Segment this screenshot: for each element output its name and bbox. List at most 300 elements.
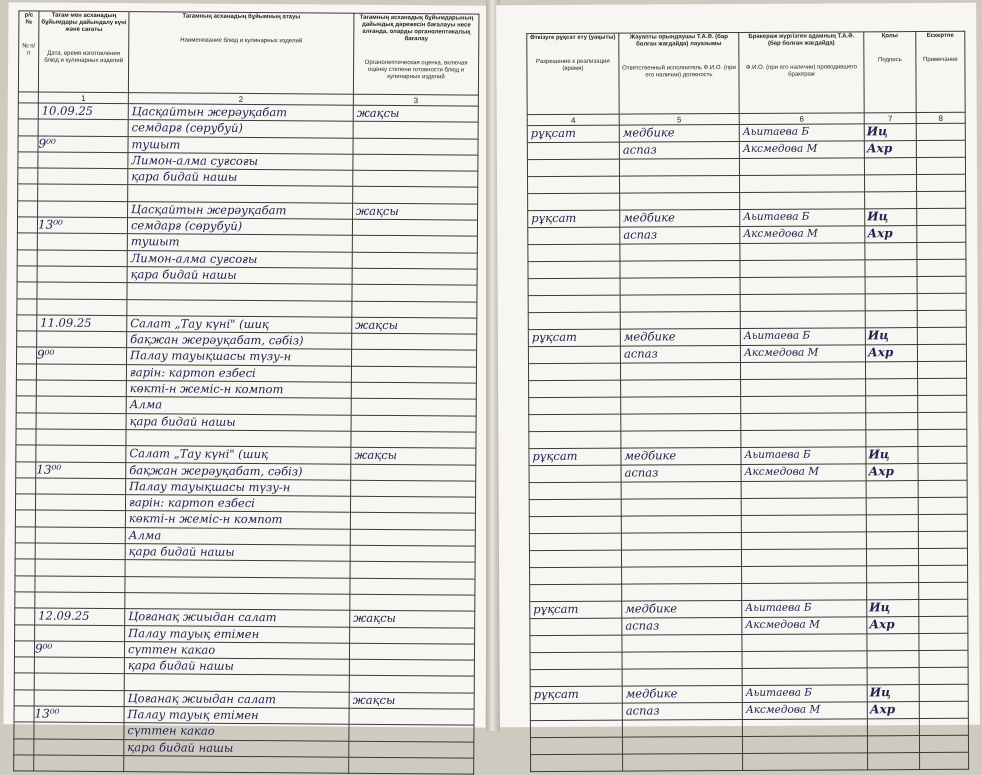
note-cell — [917, 276, 966, 293]
date-time-cell — [34, 706, 124, 723]
inspector-cell-text — [742, 532, 866, 533]
executor-cell — [622, 617, 742, 635]
grade-cell — [350, 513, 475, 530]
date-time-cell — [38, 119, 128, 136]
date-time-cell — [37, 299, 127, 316]
grade-cell — [349, 659, 474, 676]
inspector-cell-text — [743, 719, 867, 720]
signature-cell — [866, 447, 918, 464]
executor-cell — [620, 226, 740, 244]
executor-cell — [620, 277, 740, 295]
dish-name-cell-text: Цоғанақ жиыдан салат — [125, 691, 349, 708]
date-time-cell-text — [38, 234, 127, 235]
grade-cell — [349, 643, 474, 660]
row-number-cell — [14, 706, 34, 722]
inspector-cell — [741, 379, 866, 397]
signature-cell — [867, 668, 919, 685]
inspector-cell — [739, 141, 864, 159]
inspector-cell — [739, 158, 864, 176]
permit-cell-text: рұқсат — [528, 126, 619, 141]
dish-name-cell-text: Палау тауықшасы түзу-н — [127, 349, 351, 366]
permit-cell — [528, 176, 620, 193]
dish-name-cell — [127, 299, 352, 317]
row-number-cell — [16, 364, 36, 380]
grade-cell-text — [351, 481, 475, 482]
grade-cell — [350, 545, 475, 562]
grade-cell-text — [352, 350, 476, 351]
grade-cell-text: жақсы — [354, 106, 478, 122]
executor-cell-text: аспаз — [621, 346, 740, 362]
signature-cell — [865, 345, 917, 362]
note-cell — [919, 599, 968, 616]
dish-name-cell-text: қара бидай нашы — [125, 658, 349, 675]
date-time-cell — [35, 494, 125, 511]
grade-cell — [350, 627, 475, 644]
inspector-cell — [741, 396, 866, 414]
grade-cell-text: жақсы — [353, 204, 477, 220]
signature-cell-text: Иц — [866, 328, 917, 343]
dish-name-cell-text: қара бидай нашы — [124, 740, 348, 757]
dish-name-cell — [124, 674, 349, 692]
permit-cell — [528, 346, 620, 363]
date-time-cell — [34, 657, 124, 674]
signature-cell — [865, 277, 917, 294]
executor-cell-text — [621, 278, 740, 279]
executor-cell — [621, 464, 741, 482]
executor-cell — [622, 566, 742, 584]
permit-cell — [529, 431, 621, 448]
inspector-cell-text — [740, 175, 864, 176]
grade-cell — [353, 187, 478, 204]
dish-name-cell — [125, 625, 350, 643]
grade-cell-text — [350, 709, 474, 710]
row-number-cell — [17, 266, 37, 282]
signature-cell — [865, 311, 917, 328]
executor-cell — [622, 634, 742, 652]
executor-cell — [621, 532, 741, 550]
permit-cell — [528, 261, 620, 278]
executor-cell — [622, 685, 742, 703]
executor-cell-text — [622, 550, 741, 551]
permit-cell — [530, 652, 622, 669]
dish-name-cell — [126, 413, 351, 431]
grade-cell-text — [353, 155, 477, 156]
inspector-cell — [741, 481, 866, 499]
grade-cell-text — [350, 644, 474, 645]
date-time-cell-text — [37, 397, 126, 398]
permit-cell-text: рұқсат — [529, 330, 620, 345]
note-cell — [917, 225, 966, 242]
dish-name-cell — [126, 381, 351, 399]
executor-cell — [621, 515, 741, 533]
executor-cell — [622, 651, 742, 669]
dish-name-cell — [124, 658, 349, 676]
executor-cell — [619, 158, 739, 176]
date-time-cell — [35, 576, 125, 593]
left-header-row — [18, 11, 479, 95]
note-cell — [917, 310, 966, 327]
executor-cell — [620, 345, 740, 363]
date-time-cell-text — [35, 674, 124, 675]
row-number-cell — [15, 624, 35, 640]
date-time-cell — [36, 413, 126, 430]
inspector-cell — [742, 719, 867, 737]
date-time-cell — [35, 592, 125, 609]
note-cell — [918, 395, 967, 412]
executor-cell-text — [622, 584, 741, 585]
permit-cell — [529, 397, 621, 414]
executor-cell-text — [620, 176, 739, 177]
permit-cell — [529, 414, 621, 431]
date-time-cell-text: 13⁰⁰ — [35, 707, 124, 723]
dish-name-cell — [125, 495, 350, 513]
executor-cell-text: аспаз — [622, 465, 741, 481]
column-number — [18, 92, 38, 103]
executor-cell-text: медбике — [623, 686, 742, 702]
grade-cell — [353, 105, 478, 122]
header-permit: Өткізуге рұқсат ету (уақыты) Разрешение к реализации (время) — [527, 33, 619, 114]
executor-cell-text — [622, 516, 741, 517]
dish-name-cell — [124, 641, 349, 659]
dish-name-cell-text: бақжан жерәуқабат, сәбіз) — [126, 463, 350, 480]
executor-cell — [622, 668, 742, 686]
row-number-cell — [17, 282, 37, 298]
grade-cell-text — [353, 252, 477, 253]
date-time-cell-text: 9⁰⁰ — [35, 641, 124, 657]
signature-cell — [865, 243, 917, 260]
dish-name-cell-text: Палау тауықшасы түзу-н — [126, 479, 350, 496]
grade-cell-text — [352, 415, 476, 416]
note-cell — [919, 684, 968, 701]
date-time-cell-text: 9⁰⁰ — [38, 136, 127, 152]
date-time-cell — [34, 755, 124, 772]
dish-name-cell-text: Цоғанақ жиыдан салат — [125, 609, 349, 626]
signature-cell — [865, 209, 917, 226]
executor-cell — [620, 362, 740, 380]
grade-cell — [349, 708, 474, 725]
header-inspector: Бракераж жүргізген адамның Т.А.Ә. (бар болған жағдайда) Ф.И.О. (при его наличии) проводившего бракераж — [739, 32, 864, 114]
date-time-cell — [37, 250, 127, 267]
executor-cell-text — [621, 397, 740, 398]
row-number-cell — [14, 673, 34, 689]
permit-cell — [530, 669, 622, 686]
permit-cell — [530, 601, 622, 618]
date-time-cell — [35, 527, 125, 544]
header-row-number: р/с № № п/п — [18, 11, 39, 92]
date-time-cell-text — [38, 169, 127, 170]
permit-cell — [529, 516, 621, 533]
date-time-cell-text: 9⁰⁰ — [37, 348, 126, 364]
date-time-cell — [36, 364, 126, 381]
header-dish-name: Тағамның асханадың бұйымның атауы Наименование блюд и кулинарных изделий — [128, 12, 354, 95]
executor-cell-text — [623, 737, 742, 738]
executor-cell-text: медбике — [620, 210, 739, 226]
signature-cell — [865, 192, 917, 209]
grade-cell-text — [351, 562, 475, 563]
executor-cell — [620, 175, 740, 193]
date-time-cell-text — [36, 527, 125, 528]
executor-cell — [620, 328, 740, 346]
signature-cell — [864, 158, 916, 175]
executor-cell — [622, 719, 742, 737]
executor-cell-text — [621, 312, 740, 313]
dish-name-cell-text: ғарін: картоп езбесі — [127, 365, 351, 382]
date-time-cell-text — [37, 381, 126, 382]
permit-cell — [529, 533, 621, 550]
grade-cell — [352, 236, 477, 253]
permit-cell — [529, 380, 621, 397]
inspector-cell-text: Аксмедова М — [742, 617, 866, 633]
signature-cell — [866, 464, 918, 481]
dish-name-cell — [126, 430, 351, 448]
permit-cell-text: рұқсат — [529, 449, 620, 464]
grade-cell — [353, 122, 478, 139]
grade-cell-text — [350, 595, 474, 596]
dish-name-cell — [125, 560, 350, 578]
date-time-cell — [38, 185, 128, 202]
date-time-cell — [36, 429, 126, 446]
inspector-cell — [739, 124, 864, 142]
note-cell — [918, 548, 967, 565]
dish-name-cell-text: қара бидай нашы — [128, 169, 352, 186]
permit-cell — [529, 499, 621, 516]
grade-cell — [352, 333, 477, 350]
dish-name-cell-text: Цасқайтын жерәуқабат — [128, 202, 352, 219]
grade-cell-text — [353, 187, 477, 188]
inspector-cell — [742, 566, 867, 584]
permit-cell — [527, 142, 619, 159]
executor-cell — [620, 294, 740, 312]
table-row — [531, 752, 969, 771]
note-cell — [917, 242, 966, 259]
date-time-cell-text — [36, 495, 125, 496]
row-number-cell — [17, 250, 37, 266]
executor-cell-text — [623, 669, 742, 670]
grade-cell — [353, 203, 478, 220]
date-time-cell-text — [38, 250, 127, 251]
executor-cell-text: медбике — [622, 601, 741, 617]
inspector-cell — [741, 464, 866, 482]
dish-name-cell-text — [125, 593, 349, 595]
inspector-cell — [740, 192, 865, 210]
dish-name-cell — [127, 218, 352, 236]
inspector-cell-text — [742, 515, 866, 516]
date-time-cell — [35, 559, 125, 576]
grade-cell-text: жақсы — [350, 611, 474, 627]
inspector-cell — [740, 226, 865, 244]
inspector-cell — [742, 600, 867, 618]
dish-name-cell — [127, 316, 352, 334]
inspector-cell — [741, 498, 866, 516]
grade-cell — [352, 219, 477, 236]
dish-name-cell-text: ғарін: картоп езбесі — [126, 495, 350, 512]
dish-name-cell — [128, 185, 353, 203]
date-time-cell — [37, 233, 127, 250]
date-time-cell — [38, 103, 128, 120]
dish-name-cell — [126, 364, 351, 382]
inspector-cell — [742, 668, 867, 686]
permit-cell — [528, 312, 620, 329]
inspector-cell-text — [741, 430, 865, 431]
executor-cell-text — [620, 159, 739, 160]
grade-cell — [350, 529, 475, 546]
permit-cell — [528, 193, 620, 210]
grade-cell-text — [353, 285, 477, 286]
executor-cell-text: аспаз — [622, 618, 741, 634]
signature-cell — [866, 413, 918, 430]
dish-name-cell — [124, 707, 349, 725]
inspector-cell-text: Аьитаева Б — [741, 447, 865, 463]
row-number-cell — [18, 184, 38, 200]
inspector-cell — [740, 328, 865, 346]
date-time-cell-text — [38, 283, 127, 284]
signature-cell-text: Ахр — [868, 702, 919, 717]
date-time-cell — [35, 608, 125, 625]
header-note: Ескертпе Примечание — [916, 31, 965, 112]
permit-cell — [528, 278, 620, 295]
grade-cell-text: жақсы — [350, 692, 474, 708]
signature-cell — [866, 549, 918, 566]
permit-cell — [529, 550, 621, 567]
inspector-cell — [741, 430, 866, 448]
row-number-cell — [16, 461, 36, 477]
grade-cell — [351, 464, 476, 481]
inspector-cell-text — [743, 651, 867, 652]
signature-cell — [865, 294, 917, 311]
date-time-cell — [37, 347, 127, 364]
inspector-cell-text: Аксмедова М — [742, 464, 866, 480]
date-time-cell — [37, 282, 127, 299]
dish-name-cell — [126, 446, 351, 464]
date-time-cell — [37, 217, 127, 234]
inspector-cell — [740, 175, 865, 193]
row-number-cell — [18, 201, 38, 217]
dish-name-cell — [125, 527, 350, 545]
date-time-cell-text — [34, 755, 123, 756]
header-date-time: Тағам мен асханадың бұйымдары дайындалу күні және сағаты Дата, время изготовления блюд и кулинарных изделий — [38, 11, 129, 93]
row-number-cell — [14, 641, 34, 657]
date-time-cell-text — [36, 446, 125, 447]
inspector-cell — [741, 549, 866, 567]
date-time-cell — [35, 625, 125, 642]
row-number-cell — [16, 396, 36, 412]
signature-cell — [866, 498, 918, 515]
dish-name-cell-text: Лимон-алма суғсоғы — [128, 251, 352, 268]
inspector-cell — [741, 413, 866, 431]
date-time-cell-text — [37, 299, 126, 300]
signature-cell — [867, 566, 919, 583]
inspector-cell — [740, 311, 865, 329]
grade-cell-text — [351, 513, 475, 514]
dish-name-cell — [127, 267, 352, 285]
executor-cell — [621, 413, 741, 431]
row-number-cell — [15, 559, 35, 575]
grade-cell — [353, 138, 478, 155]
grade-cell — [351, 415, 476, 432]
date-time-cell-text — [37, 413, 126, 414]
grade-cell — [352, 252, 477, 269]
dish-name-cell-text: Палау тауық етімен — [125, 707, 349, 724]
inspector-cell — [741, 515, 866, 533]
note-cell — [920, 752, 969, 769]
date-time-cell-text — [36, 511, 125, 512]
dish-name-cell — [128, 153, 353, 171]
date-time-cell-text — [35, 592, 124, 593]
executor-cell — [621, 430, 741, 448]
date-time-cell-text — [38, 267, 127, 268]
grade-cell — [352, 268, 477, 285]
dish-name-cell — [127, 250, 352, 268]
dish-name-cell-text: Алма — [126, 528, 350, 545]
dish-name-cell — [128, 104, 353, 122]
signature-cell — [865, 226, 917, 243]
note-cell — [918, 480, 967, 497]
signature-cell — [865, 362, 917, 379]
inspector-cell-text: Аьитаева Б — [740, 124, 864, 140]
inspector-cell — [740, 260, 865, 278]
signature-cell — [867, 600, 919, 617]
date-time-cell — [34, 690, 124, 707]
header-signature: Қолы Подпись — [864, 32, 916, 113]
dish-name-cell-text — [126, 577, 350, 579]
inspector-cell-text — [742, 549, 866, 550]
dish-name-cell — [126, 462, 351, 480]
row-number-cell — [16, 380, 36, 396]
executor-cell — [619, 141, 739, 159]
date-time-cell — [35, 510, 125, 527]
column-number: 6 — [739, 113, 864, 125]
column-number: 5 — [619, 113, 739, 125]
date-time-cell-text — [38, 152, 127, 153]
executor-cell — [622, 583, 742, 601]
permit-cell — [530, 737, 622, 754]
table-row — [14, 755, 474, 775]
executor-cell — [619, 124, 739, 142]
permit-cell — [528, 363, 620, 380]
dish-name-cell-text — [127, 430, 351, 432]
dish-name-cell-text: сүттен какао — [125, 642, 349, 659]
inspector-cell — [742, 651, 867, 669]
signature-cell — [865, 328, 917, 345]
date-time-cell — [36, 396, 126, 413]
grade-cell — [350, 562, 475, 579]
permit-cell — [528, 210, 620, 227]
signature-cell-text: Ахр — [865, 141, 916, 156]
inspector-cell — [740, 277, 865, 295]
dish-name-cell — [125, 511, 350, 529]
date-time-cell — [38, 201, 128, 218]
signature-cell — [866, 379, 918, 396]
dish-name-cell-text — [125, 675, 349, 677]
date-time-cell — [37, 331, 127, 348]
dish-name-cell-text: сүттен какао — [124, 723, 348, 740]
date-time-cell — [38, 168, 128, 185]
inspector-cell-text — [740, 260, 864, 261]
row-number-cell — [17, 233, 37, 249]
permit-cell — [530, 618, 622, 635]
grade-cell — [349, 757, 474, 774]
dish-name-cell — [126, 397, 351, 415]
grade-cell — [350, 594, 475, 611]
inspector-cell-text — [741, 311, 865, 312]
note-cell — [918, 446, 967, 463]
note-cell — [918, 412, 967, 429]
executor-cell — [621, 498, 741, 516]
permit-cell — [530, 635, 622, 652]
note-cell — [919, 582, 968, 599]
inspector-cell-text — [740, 158, 864, 159]
date-time-cell-text — [36, 560, 125, 561]
